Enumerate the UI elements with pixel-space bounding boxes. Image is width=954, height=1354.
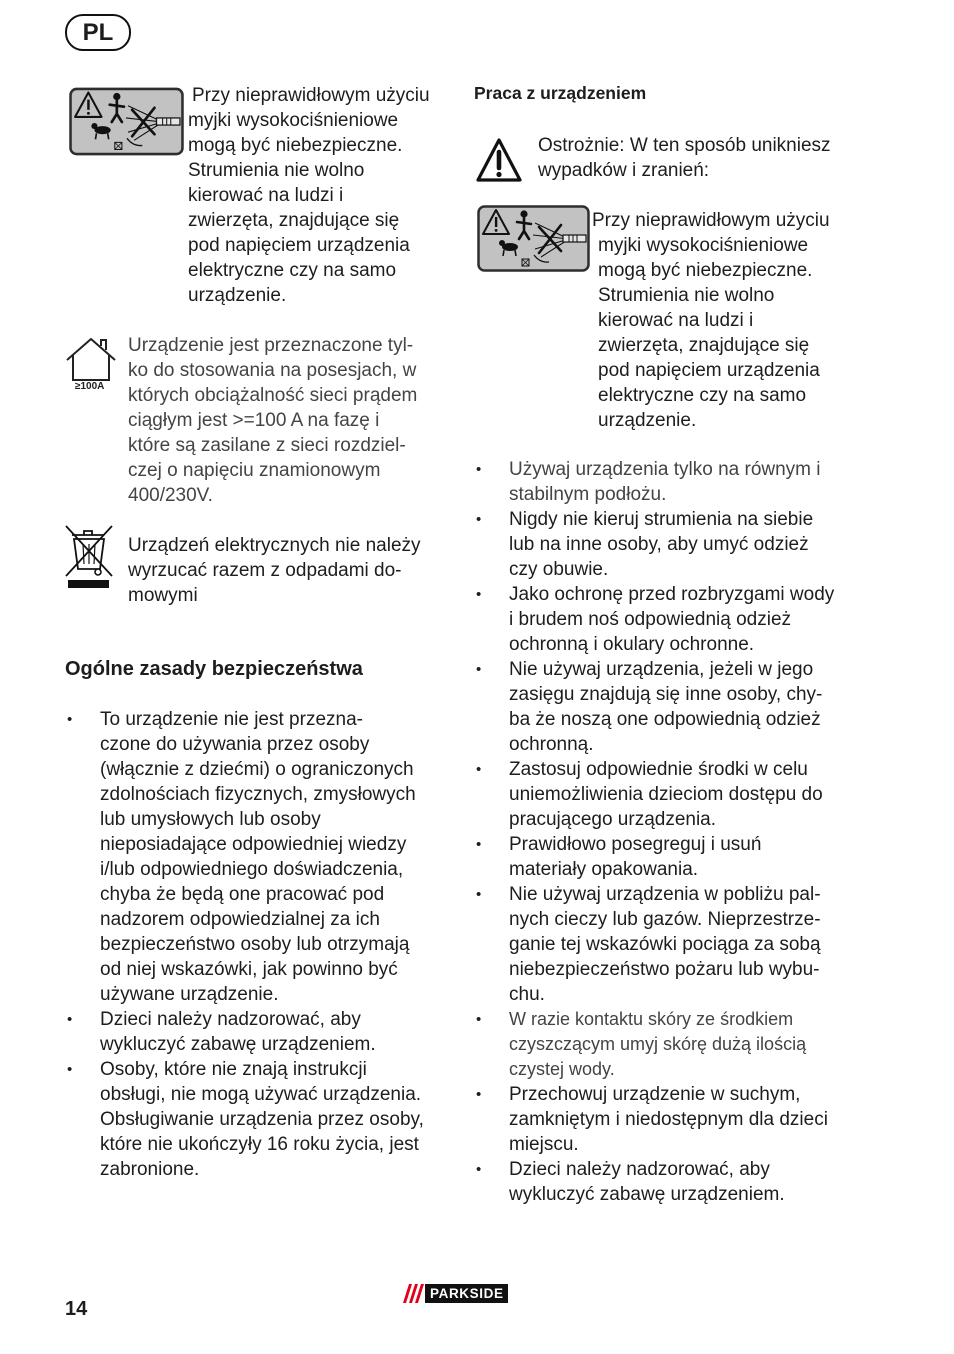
list-item: [474, 832, 874, 882]
bullet-marker: •: [476, 586, 482, 603]
list-item-text: W razie kontaktu skóry ze środkiem czyszczącym umyj skórę dużą ilością czystej wody.: [509, 1009, 807, 1079]
right-warning-text: Przy nieprawidłowym użyciu myjki wysokociśnieniowe mogą być niebezpieczne. Strumienia nie wolno kierować na ludzi i zwierzęta, znajdujące się pod napięciem urządzenia elektryczne czy na samo urządzenie.: [592, 210, 830, 431]
bullet-marker: •: [67, 1061, 73, 1078]
parkside-logo: [403, 1284, 508, 1303]
list-item-text: Nie używaj urządzenia w pobliżu pal- nych cieczy lub gazów. Nieprzestrze- ganie tej wskazówki pociąga za sobą niebezpieczeństwo pożaru lub wybu- chu.: [509, 884, 821, 1005]
bullet-marker: •: [476, 661, 482, 678]
list-item: [65, 1057, 450, 1182]
bullet-marker: •: [476, 1011, 482, 1028]
list-item-text: Przechowuj urządzenie w suchym, zamkniętym i niedostępnym dla dzieci miejscu.: [509, 1084, 828, 1155]
bullet-marker: •: [476, 761, 482, 778]
bullet-marker: •: [476, 836, 482, 853]
operation-heading: Praca z urządzeniem: [474, 83, 647, 103]
bullet-marker: •: [67, 711, 73, 728]
bullet-marker: •: [476, 511, 482, 528]
list-item-text: To urządzenie nie jest przezna- czone do używania przez osoby (włącznie z dziećmi) o ograniczonych zdolnościach fizycznych, zmysłowych lub umysłowych lub osoby nieposiadające odpowiedniej wiedzy i/lub odpowiedniego doświadczenia, chyba że będą one pracować pod nadzorem odpowiedzialnej za ich bezpieczeństwo osoby lub otrzymają od niej wskazówki, jak powinno być używane urządzenie.: [100, 709, 416, 1005]
general-safety-list: [65, 707, 450, 1182]
list-item: [474, 457, 874, 507]
list-item-text: Jako ochronę przed rozbryzgami wody i brudem noś odpowiednią odzież ochronną i okulary ochronne.: [509, 584, 835, 655]
list-item-text: Osoby, które nie znają instrukcji obsługi, nie mogą używać urządzenia. Obsługiwanie urządzenia przez osoby, które nie ukończyły 16 roku życia, jest zabronione.: [100, 1059, 424, 1180]
page-number: 14: [65, 1298, 88, 1320]
pressure-washer-warning-icon: [69, 87, 184, 156]
crossed-bin-icon: [64, 524, 114, 589]
brand-stripes-icon: [403, 1284, 425, 1303]
list-item-text: Nie używaj urządzenia, jeżeli w jego zasięgu znajdują się inne osoby, chy- ba że noszą one odpowiednią odzież ochronną.: [509, 659, 823, 755]
list-item: [474, 1157, 874, 1207]
house-icon-label: ≥100A: [75, 381, 105, 392]
list-item: [65, 1007, 450, 1057]
language-badge: PL: [65, 14, 131, 51]
weee-disposal-text: Urządzeń elektrycznych nie należy wyrzucać razem z odpadami do- mowymi: [128, 535, 421, 606]
list-item: [474, 757, 874, 832]
list-item-text: Prawidłowo posegreguj i usuń materiały opakowania.: [509, 834, 762, 880]
brand-name: PARKSIDE: [425, 1284, 508, 1303]
general-safety-heading: Ogólne zasady bezpieczeństwa: [65, 658, 363, 680]
left-warning-text: Przy nieprawidłowym użyciu myjki wysokociśnieniowe mogą być niebezpieczne. Strumienia nie wolno kierować na ludzi i zwierzęta, znajdujące się pod napięciem urządzenia elektryczne czy na samo urządzenie.: [188, 85, 430, 306]
caution-text: Ostrożnie: W ten sposób unikniesz wypadków i zranień:: [538, 135, 831, 181]
list-item-text: Dzieci należy nadzorować, aby wykluczyć zabawę urządzeniem.: [100, 1009, 376, 1055]
grid-requirement-text: Urządzenie jest przeznaczone tyl- ko do stosowania na posesjach, w których obciążalność sieci prądem ciągłym jest >=100 A na fazę i które są zasilane z sieci rozdziel- czej o napięciu znamionowym 400/230V.: [128, 335, 418, 506]
bullet-marker: •: [476, 1086, 482, 1103]
list-item: [474, 657, 874, 757]
list-item-text: Dzieci należy nadzorować, aby wykluczyć zabawę urządzeniem.: [509, 1159, 785, 1205]
list-item: [474, 507, 874, 582]
house-icon: [65, 336, 117, 382]
caution-triangle-icon: [475, 137, 523, 184]
bullet-marker: •: [476, 1161, 482, 1178]
operation-safety-list: [474, 457, 874, 1207]
pressure-washer-warning-icon: [477, 205, 590, 272]
list-item-text: Zastosuj odpowiednie środki w celu uniemożliwienia dzieciom dostępu do pracującego urządzenia.: [509, 759, 823, 830]
list-item: [474, 1082, 874, 1157]
bullet-marker: •: [476, 461, 482, 478]
bullet-marker: •: [67, 1011, 73, 1028]
list-item-text: Nigdy nie kieruj strumienia na siebie lub na inne osoby, aby umyć odzież czy obuwie.: [509, 509, 814, 580]
bullet-marker: •: [476, 886, 482, 903]
list-item: [474, 1007, 874, 1082]
list-item: [65, 707, 450, 1007]
list-item: [474, 582, 874, 657]
list-item-text: Używaj urządzenia tylko na równym i stabilnym podłożu.: [509, 459, 821, 505]
list-item: [474, 882, 874, 1007]
